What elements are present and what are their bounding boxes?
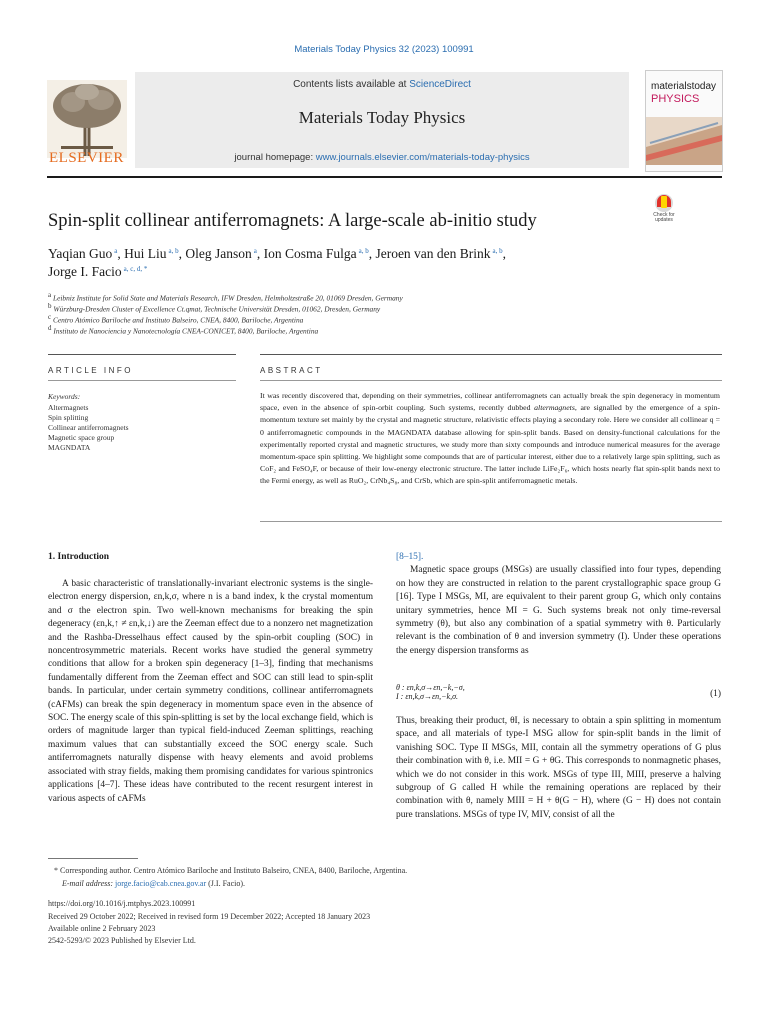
available-online: Available online 2 February 2023 — [48, 924, 156, 933]
author-separator: , — [368, 246, 376, 261]
received-dates: Received 29 October 2022; Received in revised form 19 December 2022; Accepted 18 January 2023 — [48, 912, 371, 921]
keyword: Collinear antiferromagnets — [48, 423, 129, 432]
author-name[interactable]: Jorge I. Facio — [48, 264, 122, 279]
footnote-rule — [48, 858, 138, 859]
journal-title: Materials Today Physics — [298, 108, 466, 127]
abstract-rule — [260, 354, 722, 355]
author-name[interactable]: Hui Liu — [124, 246, 167, 261]
author-name[interactable]: Jeroen van den Brink — [375, 246, 491, 261]
right-column-continued — [396, 715, 721, 822]
authors-line-2 — [48, 264, 147, 280]
keyword: Spin splitting — [48, 413, 89, 422]
equation-number: (1) — [710, 689, 721, 699]
contents-line: Contents lists available at ScienceDirect — [293, 79, 471, 90]
reference-link[interactable]: [8–15]. — [396, 552, 424, 562]
author-affiliation-marker[interactable]: a, b — [358, 246, 369, 255]
author-separator: , — [178, 246, 186, 261]
doi-link[interactable]: https://doi.org/10.1016/j.mtphys.2023.100991 — [48, 899, 196, 908]
masthead — [47, 70, 722, 174]
affiliation-c: $^c$ Centro Atómico Bariloche and Instituto Balseiro, CNEA, 8400, Bariloche, Argentina — [48, 313, 304, 325]
header-rule — [47, 176, 722, 178]
author-affiliation-marker[interactable]: a, b — [168, 246, 179, 255]
author-name[interactable]: Yaqian Guo — [48, 246, 113, 261]
abstract-subrule — [260, 380, 722, 381]
affiliation-a: $^a$ Leibniz Institute for Solid State and Materials Research, IFW Dresden, Helmholtzstraße 20, 01069 Dresden, Germany — [48, 291, 403, 303]
author-affiliation-marker[interactable]: a — [114, 246, 118, 255]
article-info-rule — [48, 354, 236, 355]
abstract-text: It was recently discovered that, depending on their symmetries, collinear antiferromagnets can actually break the spin degeneracy in momentum space, even in the absence of spin-orbit coupling. Such systems, recently dubbed altermagnets, are signalled by the emergence of a spin-momentum texture set mainly by the crystal and magnetic structure, relativistic effects playing a secondary role. Here we consider all collinear q = 0 antiferromagnetic compounds in the MAGNDATA database allowing for spin-split bands. Based on density-functional calculations for the experimentally reported crystal and magnetic structures, we study more than sixty compounds and introduce numerical measures for the average momentum-space spin splitting. We highlight some compounds that are of particular interest, either due to a relatively large spin splitting, such as CoF₂ and FeSO₄F, or because of their low-energy electronic structure. The latter include LiFe₂F₆, which hosts nearly flat spin-split bands next to the Fermi energy, as well as RuO₂, CrNb₄S₈, and CrSb, which are spin-split antiferromagnetic metals. — [260, 391, 720, 486]
authors-line-1 — [48, 246, 506, 262]
cover-artwork — [646, 117, 722, 165]
publisher-wordmark: ELSEVIER — [49, 150, 124, 166]
right-column — [396, 551, 721, 658]
abstract-bottom-rule — [260, 521, 722, 522]
keywords-label: Keywords: — [48, 392, 81, 401]
author-affiliation-marker[interactable]: a, c, d, * — [123, 264, 148, 273]
author-separator: , — [117, 246, 125, 261]
affiliation-b: $^b$ Würzburg-Dresden Cluster of Excellence Ct.qmat, Technische Universität Dresden, 01062, Dresden, Germany — [48, 302, 381, 314]
affiliation-d: $^d$ Instituto de Nanociencia y Nanotecnología CNEA-CONICET, 8400, Bariloche, Argentina — [48, 324, 319, 336]
masthead-banner — [135, 72, 629, 168]
equation-1: θ : εn,k,σ→εn,−k,−σ, I : εn,k,σ→εn,−k,σ. (1) — [396, 683, 721, 701]
abstract-heading: ABSTRACT — [260, 366, 323, 375]
check-updates-label: Check for updates — [653, 212, 675, 223]
left-column — [48, 578, 373, 806]
paragraph: Thus, breaking their product, θI, is necessary to obtain a spin splitting in momentum space, and all materials of type-I MSG allow for spin-split bands in the limit of vanishing SOC. Type II MSGs, MII, contain all the symmetry operations of G plus their combination with θ, i.e. MII = G + θG. This corresponds to nonmagnetic phases, which we do not consider in this work. MSGs of type III, MIII, preserve a halving subgroup of G called H while the remaining operations are replaced by their combination with θ, namely MIII = H + θ(G − H), where (G − H) does not contain pure translations. MSGs of type IV, MIV, consist of all the — [396, 716, 721, 820]
author-affiliation-marker[interactable]: a, b — [492, 246, 503, 255]
article-title: Spin-split collinear antiferromagnets: A large-scale ab-initio study — [48, 211, 537, 231]
check-for-updates-badge[interactable] — [648, 193, 680, 233]
article-info-heading: ARTICLE INFO — [48, 366, 133, 375]
author-name[interactable]: Ion Cosma Fulga — [263, 246, 357, 261]
journal-cover[interactable] — [645, 70, 723, 172]
email-link[interactable]: jorge.facio@cab.cnea.gov.ar — [115, 879, 207, 888]
author-separator: , — [256, 246, 264, 261]
author-separator: , — [502, 246, 507, 261]
cover-title: materialstoday — [651, 81, 717, 92]
article-info-subrule — [48, 380, 236, 381]
keyword: Magnetic space group — [48, 433, 115, 442]
homepage-line: journal homepage: www.journals.elsevier.com/materials-today-physics — [234, 152, 530, 163]
author-affiliation-marker[interactable]: a — [253, 246, 257, 255]
journal-reference[interactable]: Materials Today Physics 32 (2023) 100991 — [294, 44, 474, 55]
paragraph: Magnetic space groups (MSGs) are usually classified into four types, depending on how they are constructed in relation to the parent crystallographic space group G [16]. Type I MSGs, MI, are equivalent to their parent group G, which only contains unitary symmetries, hence MI = G. Such systems break not only time-reversal symmetry (θ), but also any combination of a spatial symmetry with θ. Particularly relevant is the combination of θ and inversion symmetry (I). Under these operations the energy dispersion transforms as — [396, 565, 721, 656]
sciencedirect-link[interactable]: ScienceDirect — [409, 79, 471, 90]
section-introduction-heading: 1. Introduction — [48, 552, 110, 562]
keyword: MAGNDATA — [48, 443, 91, 452]
copyright-line: 2542-5293/© 2023 Published by Elsevier Ltd. — [48, 936, 196, 945]
keyword: Altermagnets — [48, 403, 89, 412]
corresponding-author-note: * Corresponding author. Centro Atómico Bariloche and Instituto Balseiro, CNEA, 8400, Bariloche, Argentina. — [54, 866, 408, 875]
author-name[interactable]: Oleg Janson — [185, 246, 252, 261]
email-note: E-mail address: jorge.facio@cab.cnea.gov.ar (J.I. Facio). — [62, 879, 246, 888]
cover-subtitle: PHYSICS — [651, 93, 700, 105]
paragraph: A basic characteristic of translationally-invariant electronic systems is the single-electron energy dispersion, εn,k,σ, where n is a band index, k the crystal momentum and σ the electron spin. Two well-known mechanisms for breaking the spin degeneracy (εn,k,↑ ≠ εn,k,↓) are the Zeeman effect due to a nonzero net magnetization and the Rashba-Dresselhaus effect caused by the spin-orbit coupling (SOC) in noncentrosymmetric materials. Recent works have studied the general symmetry conditions that allow for a broken spin degeneracy [1–3], finding that mechanisms fundamentally different from the Zeeman effect and SOC can still lead to spin-split bands. In particular, under certain symmetry conditions, collinear antiferromagnets (cAFMs) can break the spin degeneracy in momentum space even in the absence of SOC. The energy scale of this spin-splitting is set by the local exchange field, which is orders of magnitude larger than typical field-induced Zeeman splittings, reaching maximum values that can substantially exceed the SOC energy scale. Such antiferromagnets naturally dispense with heavy elements and avoid problems associated with stray fields, making them promising candidates for various spintronics applications [4–7]. These ideas have contributed to the recent resurgent interest in various aspects of cAFMs — [48, 579, 373, 804]
journal-homepage-link[interactable]: www.journals.elsevier.com/materials-today-physics — [315, 152, 530, 163]
